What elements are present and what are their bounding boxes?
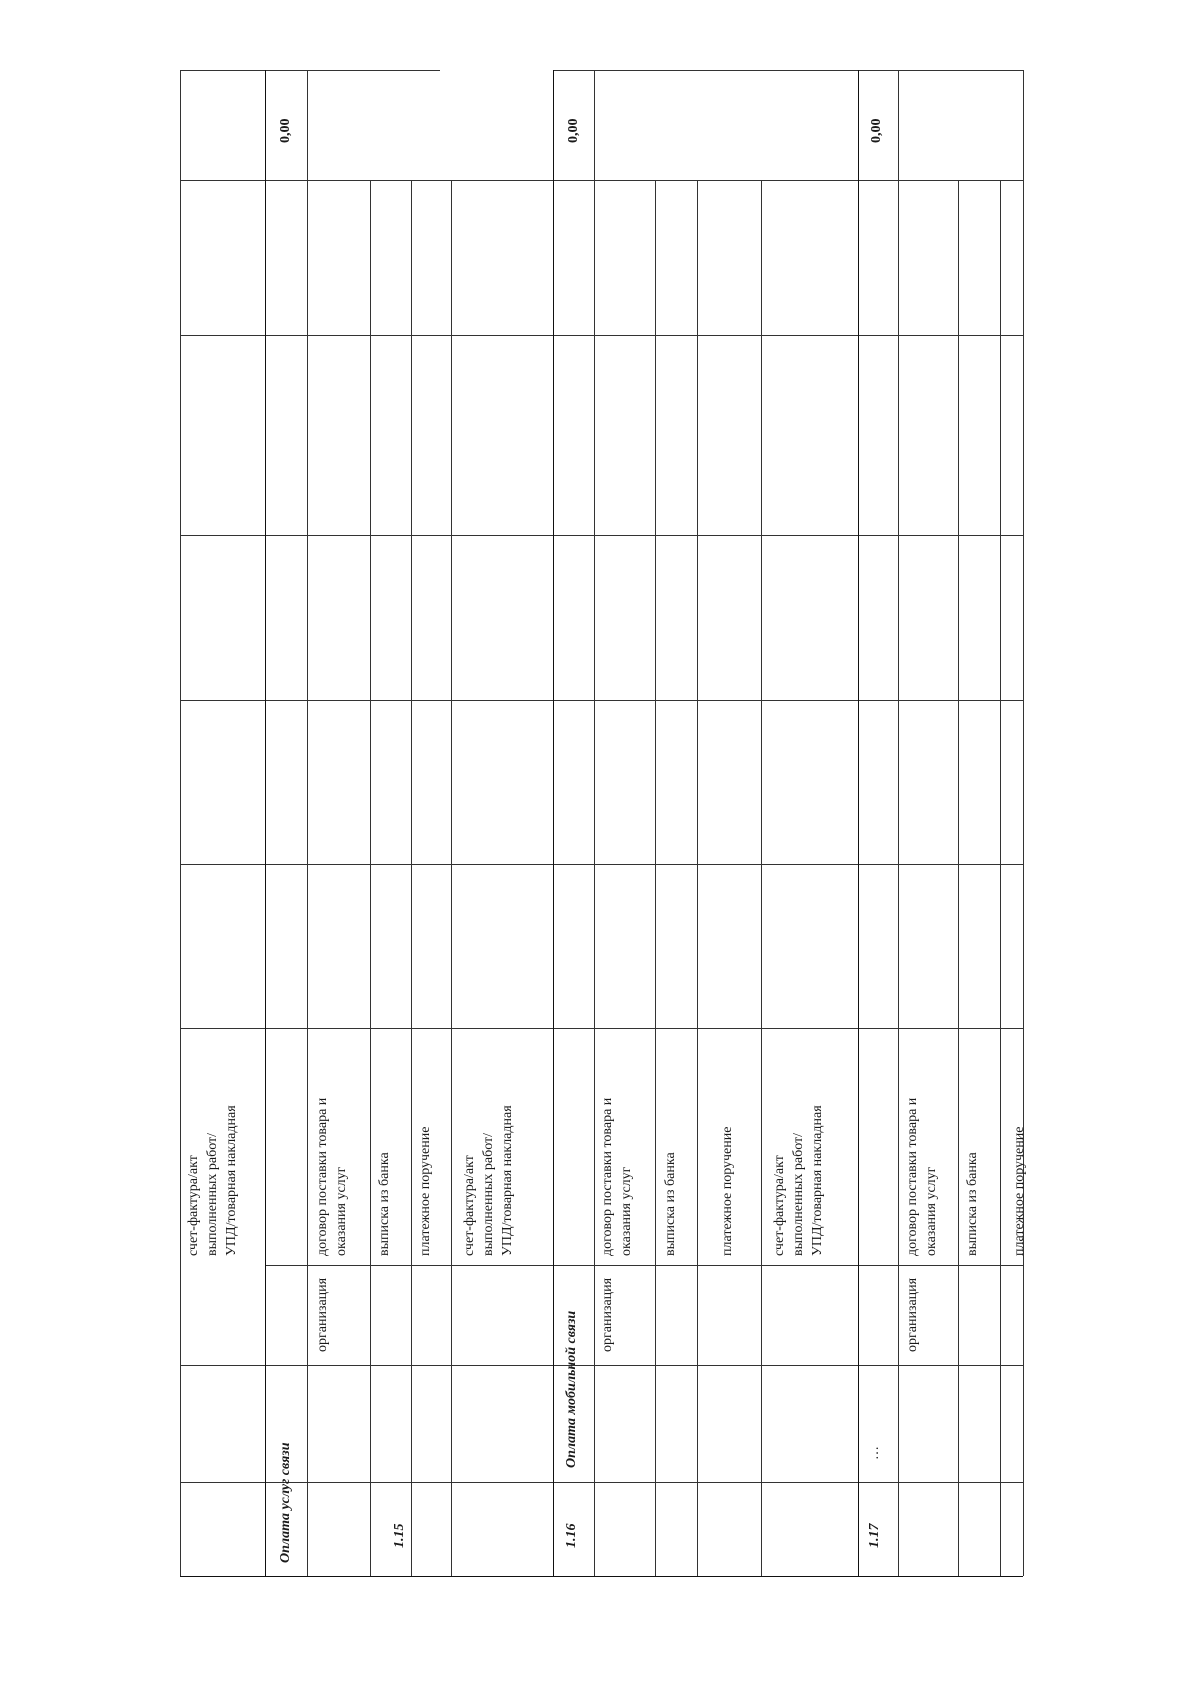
counterparty-1-17: организация <box>905 1277 920 1352</box>
document-1-16-bank-statement: выписка из банка <box>663 1152 678 1256</box>
document-1-17-payment-order: платежное поручение <box>1012 1126 1027 1256</box>
section-total-1-15: 0,00 <box>278 118 293 143</box>
counterparty-1-15: организация <box>315 1277 330 1352</box>
section-number-1-16: 1.16 <box>564 1523 579 1548</box>
document-1-16-payment-order: платежное поручение <box>720 1126 735 1256</box>
section-total-1-17: 0,00 <box>869 118 884 143</box>
section-number-1-15: 1.15 <box>392 1523 407 1548</box>
document-1-15-contract: договор поставки товара и оказания услуг <box>315 1097 349 1256</box>
section-title-1-17: … <box>867 1446 882 1460</box>
document-1-17-contract: договор поставки товара и оказания услуг <box>905 1097 939 1256</box>
document-1-15-payment-order: платежное поручение <box>418 1126 433 1256</box>
section-title-1-15: Оплата услуг связи <box>278 1442 293 1563</box>
document-1-15-invoice: счет-фактура/акт выполненных работ/ УПД/товарная накладная <box>462 1105 515 1256</box>
invoice-document-label: счет-фактура/акт выполненных работ/ УПД/товарная накладная <box>186 1105 239 1256</box>
section-total-1-16: 0,00 <box>566 118 581 143</box>
document-1-16-invoice: счет-фактура/акт выполненных работ/ УПД/товарная накладная <box>772 1105 825 1256</box>
document-1-15-bank-statement: выписка из банка <box>377 1152 392 1256</box>
document-1-17-bank-statement: выписка из банка <box>965 1152 980 1256</box>
section-number-1-17: 1.17 <box>867 1523 882 1548</box>
counterparty-1-16: организация <box>600 1277 615 1352</box>
section-title-1-16: Оплата мобильной связи <box>564 1310 579 1468</box>
document-1-16-contract: договор поставки товара и оказания услуг <box>600 1097 634 1256</box>
